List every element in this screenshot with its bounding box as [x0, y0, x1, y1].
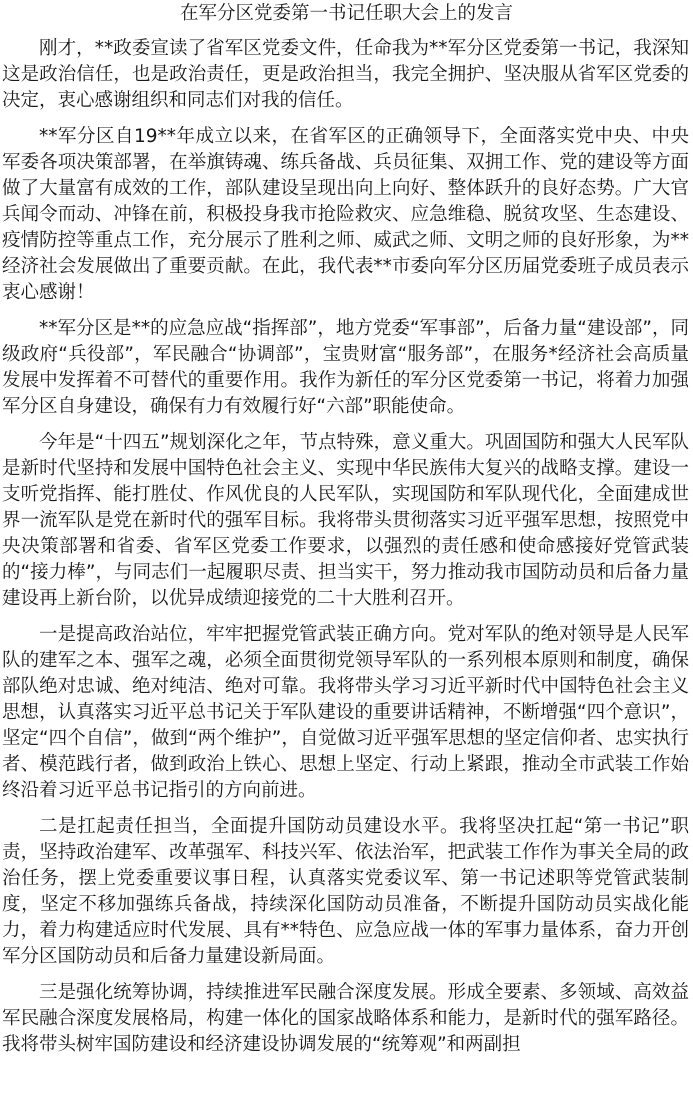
paragraph-1: 刚才，**政委宣读了省军区党委文件，任命我为**军分区党委第一书记，我深知这是政治信任，也是政治责任，更是政治担当，我完全拥护、坚决服从省军区党委的决定，衷心感谢组织和同志们对我的信任。: [2, 38, 689, 111]
paragraph-6: 二是扛起责任担当，全面提升国防动员建设水平。我将坚决扛起“第一书记”职责，坚持政治建军、改革强军、科技兴军、依法治军，把武装工作作为事关全局的政治任务，摆上党委重要议事日程，认真落实党委议军、第一书记述职等党管武装制度，坚定不移加强练兵备战，持续深化国防动员准备，不断提升国防动员实战化能力，着力构建适应时代发展、具有**特色、应急应战一体的军事力量体系，奋力开创军分区国防动员和后备力量建设新局面。: [2, 816, 689, 967]
paragraph-3: **军分区是**的应急应战“指挥部”，地方党委“军事部”，后备力量“建设部”，同级政府“兵役部”，军民融合“协调部”，宝贵财富“服务部”，在服务*经济社会高质量发展中发挥着不可替代的重要作用。我作为新任的军分区党委第一书记，将着力加强军分区自身建设，确保有力有效履行好“六部”职能使命。: [2, 318, 689, 417]
document-title: 在军分区党委第一书记任职大会上的发言: [179, 3, 513, 24]
paragraph-5: 一是提高政治站位，牢牢把握党管武装正确方向。党对军队的绝对领导是人民军队的建军之本、强军之魂，必须全面贯彻党领导军队的一系列根本原则和制度，确保部队绝对忠诚、绝对纯洁、绝对可靠。我将带头学习习近平新时代中国特色社会主义思想，认真落实习近平总书记关于军队建设的重要讲话精神，不断增强“四个意识”，坚定“四个自信”，做到“两个维护”，自觉做习近平强军思想的坚定信仰者、忠实执行者、模范践行者，做到政治上铁心、思想上坚定、行动上紧跟，推动全市武装工作始终沿着习近平总书记指引的方向前进。: [2, 624, 689, 801]
paragraph-7: 三是强化统筹协调，持续推进军民融合深度发展。形成全要素、多领域、高效益军民融合深度发展格局，构建一体化的国家战略体系和能力，是新时代的强军路径。我将带头树牢国防建设和经济建设协调发展的“统筹观”和两副担: [2, 982, 689, 1055]
paragraph-4: 今年是“十四五”规划深化之年，节点特殊，意义重大。巩固国防和强大人民军队是新时代坚持和发展中国特色社会主义、实现中华民族伟大复兴的战略支撑。建设一支听党指挥、能打胜仗、作风优良的人民军队，实现国防和军队现代化，全面建成世界一流军队是党在新时代的强军目标。我将带头贯彻落实习近平强军思想，按照党中央决策部署和省委、省军区党委工作要求，以强烈的责任感和使命感接好党管武装的“接力棒”，与同志们一起履职尽责、担当实干，努力推动我市国防动员和后备力量建设再上新台阶，以优异成绩迎接党的二十大胜利召开。: [2, 432, 689, 609]
paragraph-2: **军分区自19**年成立以来，在省军区的正确领导下，全面落实党中央、中央军委各项决策部署，在举旗铸魂、练兵备战、兵员征集、双拥工作、党的建设等方面做了大量富有成效的工作，部队建设呈现出向上向好、整体跃升的良好态势。广大官兵闻令而动、冲锋在前，积极投身我市抢险救灾、应急维稳、脱贫攻坚、生态建设、疫情防控等重点工作，充分展示了胜利之师、威武之师、文明之师的良好形象，为**经济社会发展做出了重要贡献。在此，我代表**市委向军分区历届党委班子成员表示衷心感谢！: [2, 126, 689, 303]
